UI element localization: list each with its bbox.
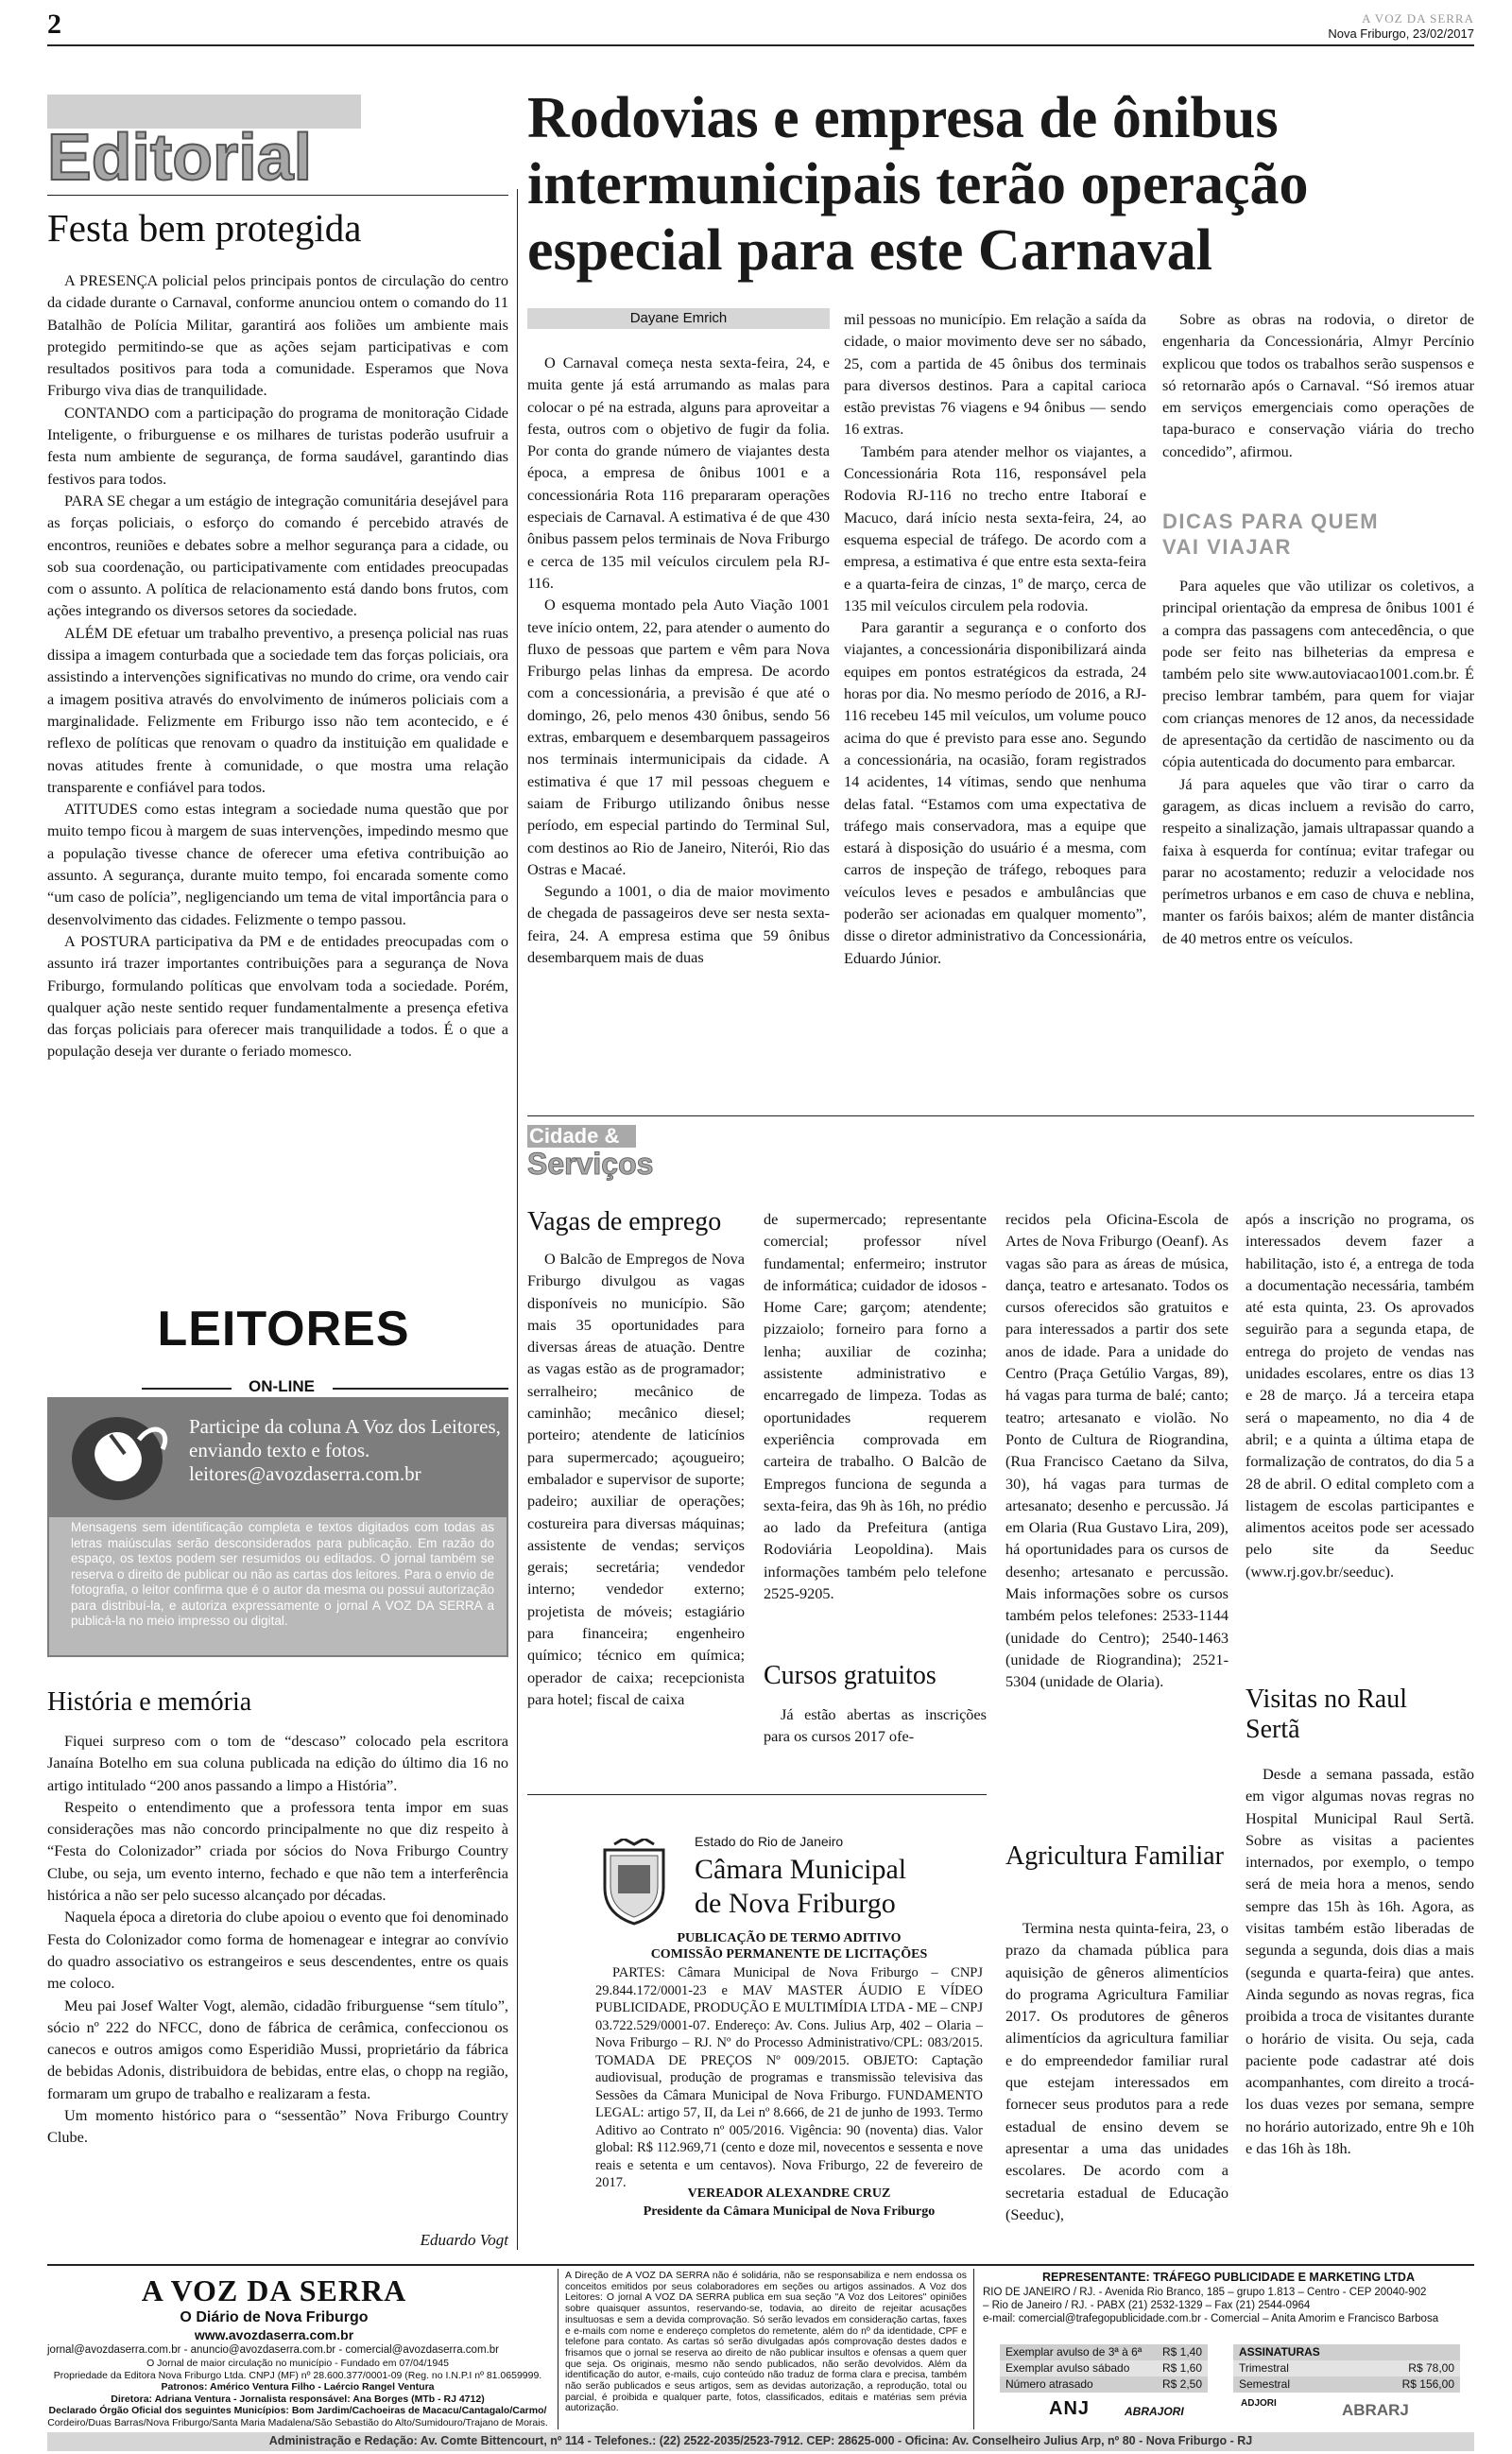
price-label: Exemplar avulso sábado bbox=[1005, 2361, 1130, 2375]
logo-anj: ANJ bbox=[1049, 2398, 1091, 2419]
page-number: 2 bbox=[47, 9, 61, 40]
footer-info-line: Diretora: Adriana Ventura - Jornalista responsável: Ana Borges (MTb - RJ 4712) bbox=[111, 2393, 485, 2405]
leitores-subtitle: ON-LINE bbox=[249, 1377, 315, 1395]
cidade-rule bbox=[527, 1115, 1474, 1116]
cursos-title: Cursos gratuitos bbox=[764, 1661, 936, 1690]
vagas-paragraph: O Balcão de Empregos de Nova Friburgo divulgou as vagas disponíveis no município. São mais 35 oportunidades para diversas áreas de atuação. Dentre as vagas estão as de programador; serralheiro; mecânico de caminhão; mecânico diesel; porteiro; atendente de laticínios para supermercado; açougueiro; embalador e supervisor de suporte; padeiro; auxiliar de operações; costureira para diversas máquinas; assistente de vendas; serviços gerais; secretária; vendedor interno; vendedor externo; projetista de móveis; estagiário para financeira; engenheiro químico; técnico em química; operador de caixa; recepcionista para hotel; fiscal de caixa bbox=[527, 1250, 745, 1708]
assin-title: ASSINATURAS bbox=[1233, 2344, 1460, 2360]
price-row bbox=[1000, 2360, 1208, 2376]
footer-site[interactable]: www.avozdaserra.com.br bbox=[194, 2327, 354, 2342]
footer-info-line: Cordeiro/Duas Barras/Nova Friburgo/Santa Maria Madalena/São Sebastião do Alto/Sumidouro/Trajano de Morais. bbox=[47, 2416, 548, 2428]
price-label: Trimestral bbox=[1239, 2361, 1289, 2375]
editorial-paragraph: ALÉM DE efetuar um trabalho preventivo, a presença policial nas ruas dissipa a imagem conturbada que a sociedade tem das forças policiais, ora assistindo a intervenções significativas no mundo do crime, ora vendo cair a imagem positiva através do envolvimento de inúmeros policiais com a marginalidade. Felizmente em Friburgo isso não tem acontecido, e é reflexo de políticas que renovam o quadro da instituição em qualidade e novas atitudes frente à comunidade, o que mostra uma relação transparente e confiável para todos. bbox=[47, 623, 508, 796]
footer-info-line: Propriedade da Editora Nova Friburgo Ltda. CNPJ (MF) nº 28.600.377/0001-09 (Reg. no I.N.P.I nº 81.0659999. bbox=[53, 2369, 542, 2381]
leitores-email-link[interactable]: leitores@avozdaserra.com.br bbox=[189, 1462, 421, 1485]
header-rule bbox=[47, 44, 1474, 46]
vagas-title: Vagas de emprego bbox=[527, 1207, 722, 1236]
rep-line[interactable]: e-mail: comercial@trafegopublicidade.com.br - Comercial – Anita Amorim e Francisco Barbosa bbox=[983, 2313, 1439, 2324]
camara-sig1: VEREADOR ALEXANDRE CRUZ bbox=[687, 2186, 891, 2201]
cursos-paragraph: recidos pela Oficina-Escola de Artes de Nova Friburgo (Oeanf). As vagas são para as áreas de música, dança, teatro e artesanato. Todos os cursos oferecidos são gratuitos e para interessados a partir dos sete anos de idade. Para a unidade do Centro (Praça Getúlio Vargas, 89), há vagas para turma de balé; canto; teatro; artesanato e violão. No Ponto de Cultura de Riograndina, (Rua Francisco Caetano da Silva, 30), há vagas para turmas de artesanato; desenho e percussão. Já em Olaria (Rua Gustavo Lira, 209), há oportunidades para os cursos de desenho; artesanato e percussão. Mais informações sobre os cursos também pelos telefones: 2533-1144 (unidade do Centro); 2540-1463 (unidade de Riograndina); 2521-5304 (unidade de Olaria). bbox=[1005, 1210, 1228, 1691]
main-paragraph: Segundo a 1001, o dia de maior movimento de chegada de passageiros deve ser nesta sexta-feira, 24. A empresa estima que 59 ônibus desembarquem mais de duas bbox=[527, 882, 830, 967]
price-table bbox=[1000, 2344, 1208, 2390]
leitores-invite bbox=[189, 1415, 506, 1486]
agricultura-title: Agricultura Familiar bbox=[1005, 1841, 1224, 1871]
price-value: R$ 1,40 bbox=[1161, 2345, 1202, 2359]
footer-info bbox=[47, 2358, 548, 2428]
logo-adjori: ADJORI bbox=[1241, 2398, 1277, 2409]
price-value: R$ 2,50 bbox=[1161, 2377, 1202, 2391]
vagas-paragraph: de supermercado; representante comercial; professor nível fundamental; enfermeiro; instrutor de informática; cuidador de idosos - Home Care; garçom; atendente; pizzaiolo; forneiro para forno a lenha; auxiliar de cozinha; assistente administrativo e encarregado de limpeza. Todas as oportunidades requerem experiência comprovada em carteira de trabalho. O Balcão de Empregos funciona de segunda a sexta-feira, das 9h às 16h, no prédio ao lado da Prefeitura (antiga Rodoviária Leopoldina). Mais informações também pelo telefone 2525-9205. bbox=[764, 1210, 987, 1603]
price-row bbox=[1233, 2376, 1460, 2393]
rep-line: – Rio de Janeiro / RJ. - PABX (21) 2532-1329 – Fax (21) 2544-0964 bbox=[983, 2300, 1311, 2311]
cursos-col-3 bbox=[1005, 1208, 1228, 1693]
header-masthead: A VOZ DA SERRA bbox=[1362, 11, 1474, 26]
historia-paragraph: Fiquei surpreso com o tom de “descaso” colocado pela escritora Janaína Botelho em sua coluna publicada na edição do último dia 16 no artigo intitulado “200 anos passando a limpo a História”. bbox=[47, 1732, 508, 1794]
editorial-paragraph: ATITUDES como estas integram a sociedade numa questão que por muito tempo ficou à margem de suas intervenções, impedindo mesmo que a população tivesse chance de oferecer uma efetiva contribuição ao assunto. A segurança, durante muito tempo, foi encarada somente como “um caso de polícia”, negligenciando um tema de vital importância para o desenvolvimento das cidades. Felizmente o tempo passou. bbox=[47, 800, 508, 928]
main-paragraph: O esquema montado pela Auto Viação 1001 teve início ontem, 22, para atender o aumento do fluxo de pessoas que partem e vêm para Nova Friburgo pelas linhas da empresa. De acordo com a concessionária, a previsão é que até o domingo, 26, pelo menos 430 ônibus, sendo 56 extras, embarquem e desembarquem passageiros nos terminais intermunicipais da cidade. A estimativa é que 17 mil pessoas cheguem e saiam de Friburgo utilizando ônibus nesse período, em especial partindo do Terminal Sul, com destinos ao Rio de Janeiro, Niterói, Rio das Ostras e Macaé. bbox=[527, 596, 830, 878]
editorial-paragraph: A POSTURA participativa da PM e de entidades preocupadas com o assunto irá trazer importantes contribuições para a segurança de Nova Friburgo, formulando políticas que envolvam toda a sociedade. Porém, qualquer ação neste sentido requer fundamentalmente a presença efetiva das forças policiais para oferecer mais tranquilidade a todos. É o que a população deseja ver durante o feriado momesco. bbox=[47, 931, 508, 1061]
footer-divider-2 bbox=[973, 2269, 974, 2429]
rep-info bbox=[983, 2286, 1474, 2325]
editorial-rule bbox=[47, 195, 508, 196]
logo-abrarj: ABRARJ bbox=[1342, 2401, 1409, 2419]
camara-ad bbox=[595, 1815, 983, 2250]
col-4a bbox=[1246, 1208, 1474, 1582]
main-paragraph: mil pessoas no município. Em relação a saída da cidade, o maior movimento deve ser no sábado, 25, com a partida de 45 ônibus dos terminais para diversos destinos. Para a capital carioca estão previstas 76 viagens e 94 ônibus — sendo 16 extras. bbox=[844, 310, 1146, 439]
visitas-paragraph: Desde a semana passada, estão em vigor algumas novas regras no Hospital Municipal Raul Sertã. Sobre as visitas a pacientes internados, por exemplo, o tempo será de meia hora a menos, sendo sempre das 15h às 16h. Agora, as visitas também estão liberadas de segunda a segunda, dois dias a mais (segunda e quarta-feira) que antes. Ainda segundo as novas regras, fica proibida a troca de visitantes durante o horário de visita. Ou seja, cada paciente pode cadastrar até dois acompanhantes, com direito a trocá-los duas vezes por semana, sempre no horário autorizado, entre 9h e 10h e das 16h às 18h. bbox=[1246, 1765, 1474, 2158]
camara-estado: Estado do Rio de Janeiro bbox=[695, 1834, 844, 1849]
historia-body bbox=[47, 1730, 508, 2149]
header-date: Nova Friburgo, 23/02/2017 bbox=[1328, 26, 1474, 41]
main-col-2 bbox=[844, 308, 1146, 969]
cidade-section-line1: Cidade & bbox=[527, 1125, 636, 1148]
editorial-paragraph: A PRESENÇA policial pelos principais pontos de circulação do centro da cidade durante o Carnaval, conforme anunciou ontem o comando do 11 Batalhão de Polícia Militar, garantirá aos foliões um ambiente mais protegido permitindo-se que as ações sejam participativas e com resultados positivos para toda a comunidade. Esperamos que Nova Friburgo viva dias de tranquilidade. bbox=[47, 271, 508, 400]
price-label: Exemplar avulso de 3ª à 6ª bbox=[1005, 2345, 1143, 2359]
editorial-section-title: Editorial bbox=[47, 120, 313, 194]
main-paragraph: Para aqueles que vão utilizar os coletivos, a principal orientação da empresa de ônibus 1001 é a compra das passagens com antecedência, o que pode ser feito nas bilheterias da empresa e também pelo site www.autoviacao1001.com.br. É preciso lembrar também, para quem for viajar com crianças menores de 12 anos, da necessidade de apresentação da certidão de nascimento ou da cópia autenticada do documento para embarcar. bbox=[1162, 577, 1474, 771]
historia-author: Eduardo Vogt bbox=[420, 2231, 508, 2249]
footer-emails[interactable]: jornal@avozdaserra.com.br - anuncio@avozdaserra.com.br - comercial@avozdaserra.com.br bbox=[47, 2344, 499, 2356]
footer-info-line: O Jornal de maior circulação no município - Fundado em 07/04/1945 bbox=[146, 2358, 449, 2369]
editorial-paragraph: PARA SE chegar a um estágio de integração comunitária desejável para as forças policiais, o esforço do comando é percebido através de encontros, reuniões e debates sobre a melhor segurança para a cidade, ou sob sua coordenação, ou participativamente com entidades preocupadas com o assunto. A política de relacionamento está dando bons frutos, com ações integrando os diversos setores da sociedade. bbox=[47, 491, 508, 620]
leitores-invite-text: Participe da coluna A Voz dos Leitores, enviando texto e fotos. bbox=[189, 1415, 501, 1461]
vagas-col-1 bbox=[527, 1248, 745, 1710]
leitores-mouse-icon bbox=[59, 1402, 181, 1511]
main-paragraph: Para garantir a segurança e o conforto dos viajantes, a concessionária disponibilizará ainda equipes em pontos estratégicos da estrada, 24 horas por dia. No mesmo período de 2016, a RJ-116 recebeu 145 mil veículos, um volume pouco acima do que é previsto para esse ano. Segundo a concessionária, na ocasião, foram registrados 14 acidentes, 14 vítimas, sendo que nenhuma delas fatal. “Estamos com uma expectativa de tráfego mais conservadora, mas a equipe que estará à disposição do usuário é a mesma, com carros de inspeção de tráfego, reboques para veículos leves e pesados e ambulâncias que poderão ser acionadas em qualquer momento”, disse o diretor administrativo da Concessionária, Eduardo Júnior. bbox=[844, 618, 1146, 967]
main-col-3 bbox=[1162, 308, 1474, 462]
leitores-notice: Mensagens sem identificação completa e textos digitados com todas as letras maiúsculas serão desconsiderados para publicação. Em razão do espaço, os textos podem ser resumidos ou editados. O jornal também se reserva o direito de publicar ou não as cartas dos leitores. Para o envio de fotografia, o leitor confirma que é o autor da mesma ou possui autorização para distribuí-la, e autoriza expressamente o jornal A VOZ DA SERRA a publicá-la no meio impresso ou digital. bbox=[71, 1520, 494, 1628]
cursos-paragraph: Já estão abertas as inscrições para os cursos 2017 ofe- bbox=[764, 1705, 987, 1746]
rep-title: REPRESENTANTE: TRÁFEGO PUBLICIDADE E MARKETING LTDA bbox=[1042, 2271, 1415, 2284]
main-col-3b bbox=[1162, 575, 1474, 949]
camara-body: PARTES: Câmara Municipal de Nova Friburgo – CNPJ 29.844.172/0001-23 e MAV MASTER ÁUDIO E VÍDEO PUBLICIDADE, PRODUÇÃO E MULTIMÍDIA LTDA - ME – CNPJ 03.722.529/0001-07. Endereço: Av. Cons. Julius Arp, 402 – Olaria – Nova Friburgo – RJ. Nº do Processo Administrativo/CPL: 083/2015. TOMADA DE PREÇOS Nº 009/2015. OBJETO: Captação audiovisual, produção de programas e transmissão televisiva das Sessões da Câmara Municipal de Nova Friburgo. FUNDAMENTO LEGAL: artigo 57, II, da Lei nº 8.666, de 21 de junho de 1993. Termo Aditivo ao Contrato nº 005/2016. Vigência: 90 (noventa) dias. Valor global: R$ 112.969,71 (cento e doze mil, novecentos e sessenta e nove reais e setenta e um centavos). Nova Friburgo, 22 de fevereiro de 2017. bbox=[595, 1965, 983, 2190]
price-value: R$ 78,00 bbox=[1408, 2361, 1454, 2375]
dicas-title: DICAS PARA QUEM VAI VIAJAR bbox=[1162, 510, 1380, 559]
cursos-intro bbox=[764, 1703, 987, 1748]
agricultura-paragraph: após a inscrição no programa, os interessados devem fazer a habilitação, isto é, a entrega de toda a documentação necessária, também até esta quinta, 23. Os aprovados seguirão para a segunda etapa, de entrega do projeto de vendas nas unidades escolares, entre os dias 13 e 28 de março. Já a terceira etapa será o mapeamento, no dia 4 de abril; e a quinta a última etapa de formalização de contratos, do dia 5 a 28 de abril. O edital completo com a listagem de escolas participantes e alimentos aceitos pode ser acessado pelo site da Seeduc (www.rj.gov.br/seeduc). bbox=[1246, 1210, 1474, 1581]
leitores-title: LEITORES bbox=[157, 1302, 410, 1357]
footer-disclaimer: A Direção de A VOZ DA SERRA não é solidária, não se responsabiliza e nem endossa os conceitos emitidos por seus colaboradores em seções ou artigos assinados. A Voz dos Leitores: O jornal A VOZ DA SERRA publica em sua seção "A Voz dos Leitores" opiniões sobre quaisquer assuntos, reservando-se, todavia, ao direito de rejeitar acusações insultuosas e sem a devida comprovação. Só serão levados em consideração cartas, faxes e e-mails com nome e endereço completos do remetente, além do nº da identidade, CPF e telefone para contato. As cartas só serão divulgadas após comprovação destes dados e frisamos que o jornal se reserva ao direito de não publicar insultos e ofensas a quem quer que seja. Os originais, mesmo não sendo publicados, não serão devolvidos. Além da identificação do autor, e-mails, cujo conteúdo não traduz de forma clara e precisa, também não serão publicados e seus artigos, sem as devidas autorização, a reprodução, total ou parcial, é proibida e qualquer parte, fotos, classificados, editais e matérias sem prévia autorização. bbox=[565, 2271, 967, 2414]
main-paragraph: Também para atender melhor os viajantes, a Concessionária Rota 116, responsável pela Rodovia RJ-116 no trecho entre Itaboraí e Macuco, dará início nesta sexta-feira, 24, ao esquema especial de tráfego. De acordo com a empresa, a estimativa é que entre esta sexta-feira e a quarta-feira de cinzas, 1º de março, cerca de 135 mil veículos circulem pela rodovia. bbox=[844, 441, 1146, 614]
rep-line: RIO DE JANEIRO / RJ. - Avenida Rio Branco, 185 – grupo 1.813 – Centro - CEP 20040-902 bbox=[983, 2287, 1427, 2298]
footer-info-line: Declarado Órgão Oficial dos seguintes Municípios: Bom Jardim/Cachoeiras de Macacu/Cantagalo/Carmo/ bbox=[48, 2405, 547, 2416]
price-value: R$ 1,60 bbox=[1161, 2361, 1202, 2375]
historia-paragraph: Respeito o entendimento que a professora tenta impor em suas considerações mas não concordo principalmente no que diz respeito à “Festa do Colonizador” criada por sócios do Nova Friburgo Country Clube, ou seja, um evento interno, fechado e que não tem a interferência histórica a não ser pelo sucesso alcançado por décadas. bbox=[47, 1797, 508, 1905]
footer-masthead: A VOZ DA SERRA bbox=[141, 2273, 407, 2307]
assinaturas-table bbox=[1233, 2344, 1460, 2390]
editorial-title: Festa bem protegida bbox=[47, 206, 362, 250]
vagas-col-2 bbox=[764, 1208, 987, 1604]
historia-paragraph: Um momento histórico para o “sessentão” Nova Friburgo Country Clube. bbox=[47, 2106, 508, 2147]
footer-rule bbox=[47, 2264, 1474, 2266]
footer-info-line: Patronos: Américo Ventura Filho - Laércio Rangel Ventura bbox=[161, 2381, 435, 2393]
price-label: Número atrasado bbox=[1005, 2377, 1093, 2391]
cidade-inner-rule bbox=[527, 1794, 987, 1795]
camara-pub2: COMISSÃO PERMANENTE DE LICITAÇÕES bbox=[650, 1947, 928, 1961]
editorial-paragraph: CONTANDO com a participação do programa de monitoração Cidade Inteligente, o friburguense e os milhares de turistas poderão usufruir a festa num ambiente de segurança, de forma saudável, garantindo dias festivos para todos. bbox=[47, 403, 508, 488]
price-label: Semestral bbox=[1239, 2377, 1291, 2391]
camara-name-line1: Câmara Municipal bbox=[695, 1854, 907, 1885]
main-col-1 bbox=[527, 352, 830, 968]
byline: Dayane Emrich bbox=[629, 310, 728, 326]
price-value: R$ 156,00 bbox=[1401, 2377, 1454, 2391]
editorial-col-divider bbox=[517, 189, 518, 2250]
price-row bbox=[1000, 2344, 1208, 2360]
leitores-line-left bbox=[142, 1388, 232, 1390]
visitas-title: Visitas no Raul Sertã bbox=[1246, 1685, 1407, 1744]
footer-tagline: O Diário de Nova Friburgo bbox=[180, 2309, 369, 2325]
cidade-section-line2: Serviços bbox=[527, 1147, 654, 1181]
visitas-body bbox=[1246, 1763, 1474, 2159]
agricultura-paragraph: Termina nesta quinta-feira, 23, o prazo da chamada pública para aquisição de gêneros alimentícios do programa Agricultura Familiar 2017. Os produtores de gêneros alimentícios da agricultura familiar e do empreendedor familiar rural que estejam interessados em fornecer seus produtos para a rede estadual de ensino devem se apresentar a uma das unidades escolares. De acordo com a secretaria estadual de Educação (Seeduc), bbox=[1005, 1919, 1228, 2223]
historia-paragraph: Naquela época a diretoria do clube apoiou o evento que foi denominado Festa do Colonizador como forma de homenagear e integrar ao convívio do quadro associativo os estrangeiros e seus descendentes, entre os quais me coloco. bbox=[47, 1908, 508, 1993]
logo-abrajori: ABRAJORI bbox=[1125, 2405, 1184, 2418]
camara-name-line2: de Nova Friburgo bbox=[695, 1888, 896, 1919]
main-paragraph: Já para aqueles que vão tirar o carro da garagem, as dicas incluem a revisão do carro, respeito a sinalização, jamais ultrapassar quando a faixa à esquerda for contínua; evitar trafegar ou parar no acostamento; reduzir a velocidade nos perímetros urbanos e em caso de chuva e neblina, manter os faróis baixos; além de manter distância de 40 metros entre os veículos. bbox=[1162, 774, 1474, 947]
leitores-line-right bbox=[333, 1388, 508, 1390]
main-paragraph: O Carnaval começa nesta sexta-feira, 24, e muita gente já está arrumando as malas para colocar o pé na estrada, alguns para aproveitar a festa, outros com o objetivo de fugir da folia. Por conta do grande número de viajantes desta época, a empresa de ônibus 1001 e a concessionária Rota 116 prepararam operações especiais de Carnaval. A estimativa é de que 430 ônibus passem pelos terminais de Nova Friburgo e cerca de 135 mil veículos circulem pela RJ-116. bbox=[527, 354, 830, 592]
historia-title: História e memória bbox=[47, 1687, 252, 1717]
camara-pub1: PUBLICAÇÃO DE TERMO ADITIVO bbox=[677, 1931, 902, 1945]
main-paragraph: Sobre as obras na rodovia, o diretor de engenharia da Concessionária, Almyr Percínio explicou que todos os trabalhos serão suspensos e só retornarão após o Carnaval. “Só iremos atuar em serviços emergenciais como operações de tapa-buraco e conservação viária do trecho concedido”, afirmou. bbox=[1162, 310, 1474, 460]
footer-bottom: Administração e Redação: Av. Comte Bittencourt, nº 114 - Telefones.: (22) 2522-2035/2523-7912. CEP: 28625-000 - Oficina: Av. Conselheiro Julius Arp, nº 80 - Nova Friburgo - RJ bbox=[268, 2434, 1253, 2447]
price-row bbox=[1000, 2376, 1208, 2393]
agricultura-body bbox=[1005, 1917, 1228, 2225]
camara-crest-icon bbox=[595, 1839, 673, 1926]
editorial-body bbox=[47, 269, 508, 1063]
main-headline: Rodovias e empresa de ônibus intermunicipais terão operação especial para este Carnaval bbox=[527, 86, 1309, 283]
price-row bbox=[1233, 2360, 1460, 2376]
camara-sig2: Presidente da Câmara Municipal de Nova Friburgo bbox=[643, 2204, 936, 2219]
historia-paragraph: Meu pai Josef Walter Vogt, alemão, cidadão friburguense “sem título”, sócio nº 222 do NFCC, dono de fábrica de cerâmica, confeccionou os canecos e outros amigos como Esperidião Mussi, proprietário da fábrica de bebidas Adonis, distribuidora de bebidas, entre elas, o chopp na região, formaram um grupo de trabalho e realizaram a festa. bbox=[47, 1996, 508, 2102]
